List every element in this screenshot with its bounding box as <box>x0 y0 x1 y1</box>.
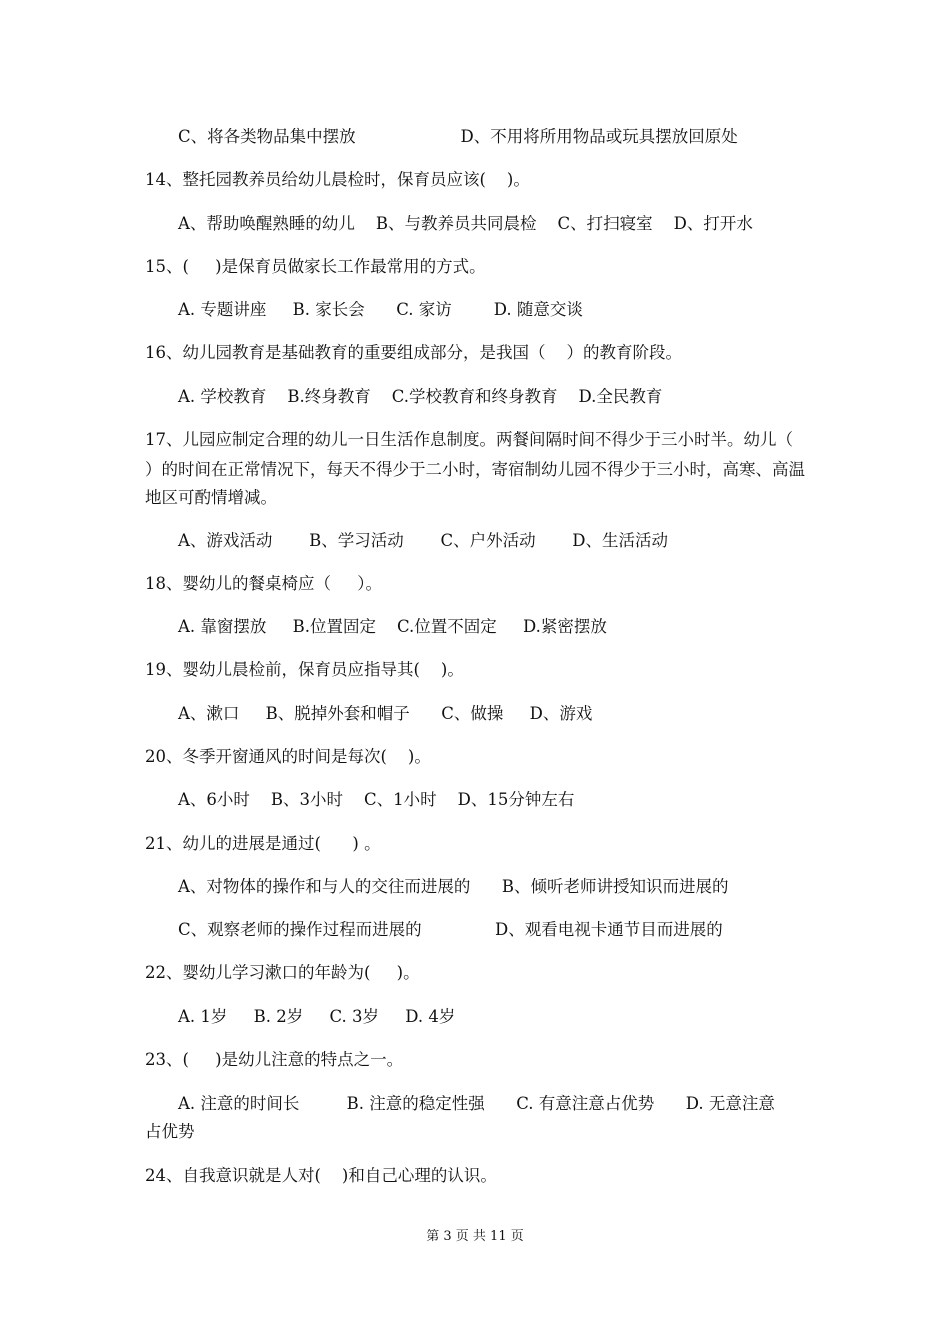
option-line: A. 1岁 B. 2岁 C. 3岁 D. 4岁 <box>178 1007 456 1026</box>
question-14: 14、整托园教养员给幼儿晨检时，保育员应该( )。 <box>145 170 530 189</box>
option-line: A. 靠窗摆放 B.位置固定 C.位置不固定 D.紧密摆放 <box>178 617 607 636</box>
question-15: 15、( )是保育员做家长工作最常用的方式。 <box>145 257 486 276</box>
question-21: 21、幼儿的进展是通过( ) 。 <box>145 834 381 853</box>
option-line: A、6小时 B、3小时 C、1小时 D、15分钟左右 <box>178 790 575 809</box>
question-23: 23、( )是幼儿注意的特点之一。 <box>145 1050 404 1069</box>
option-line: C、将各类物品集中摆放 D、不用将所用物品或玩具摆放回原处 <box>178 127 738 146</box>
question-18: 18、婴幼儿的餐桌椅应（ ）。 <box>145 574 382 593</box>
question-20: 20、冬季开窗通风的时间是每次( )。 <box>145 747 431 766</box>
page-footer: 第 3 页 共 11 页 <box>426 1229 524 1244</box>
question-19: 19、婴幼儿晨检前，保育员应指导其( )。 <box>145 660 464 679</box>
option-line: A、对物体的操作和与人的交往而进展的 B、倾听老师讲授知识而进展的 <box>178 877 729 896</box>
option-line: A. 学校教育 B.终身教育 C.学校教育和终身教育 D.全民教育 <box>178 387 663 406</box>
question-22: 22、婴幼儿学习漱口的年龄为( )。 <box>145 963 420 982</box>
option-line: A、帮助唤醒熟睡的幼儿 B、与教养员共同晨检 C、打扫寝室 D、打开水 <box>178 214 753 233</box>
question-16: 16、幼儿园教育是基础教育的重要组成部分，是我国（ ）的教育阶段。 <box>145 343 682 362</box>
option-line: A. 注意的时间长 B. 注意的稳定性强 C. 有意注意占优势 D. 无意注意 <box>178 1094 775 1113</box>
question-17: 17、儿园应制定合理的幼儿一日生活作息制度。两餐间隔时间不得少于三小时半。幼儿（ <box>145 430 793 449</box>
question-23-continued: 占优势 <box>145 1122 195 1141</box>
question-17-continued: 地区可酌情增减。 <box>145 488 277 507</box>
option-line: A、游戏活动 B、学习活动 C、户外活动 D、生活活动 <box>178 531 669 550</box>
option-line: A、漱口 B、脱掉外套和帽子 C、做操 D、游戏 <box>178 704 593 723</box>
question-17-continued: ）的时间在正常情况下，每天不得少于二小时，寄宿制幼儿园不得少于三小时，高寒、高温 <box>145 460 805 479</box>
question-24: 24、自我意识就是人对( )和自己心理的认识。 <box>145 1166 497 1185</box>
option-line: A. 专题讲座 B. 家长会 C. 家访 D. 随意交谈 <box>178 300 583 319</box>
option-line: C、观察老师的操作过程而进展的 D、观看电视卡通节目而进展的 <box>178 920 723 939</box>
